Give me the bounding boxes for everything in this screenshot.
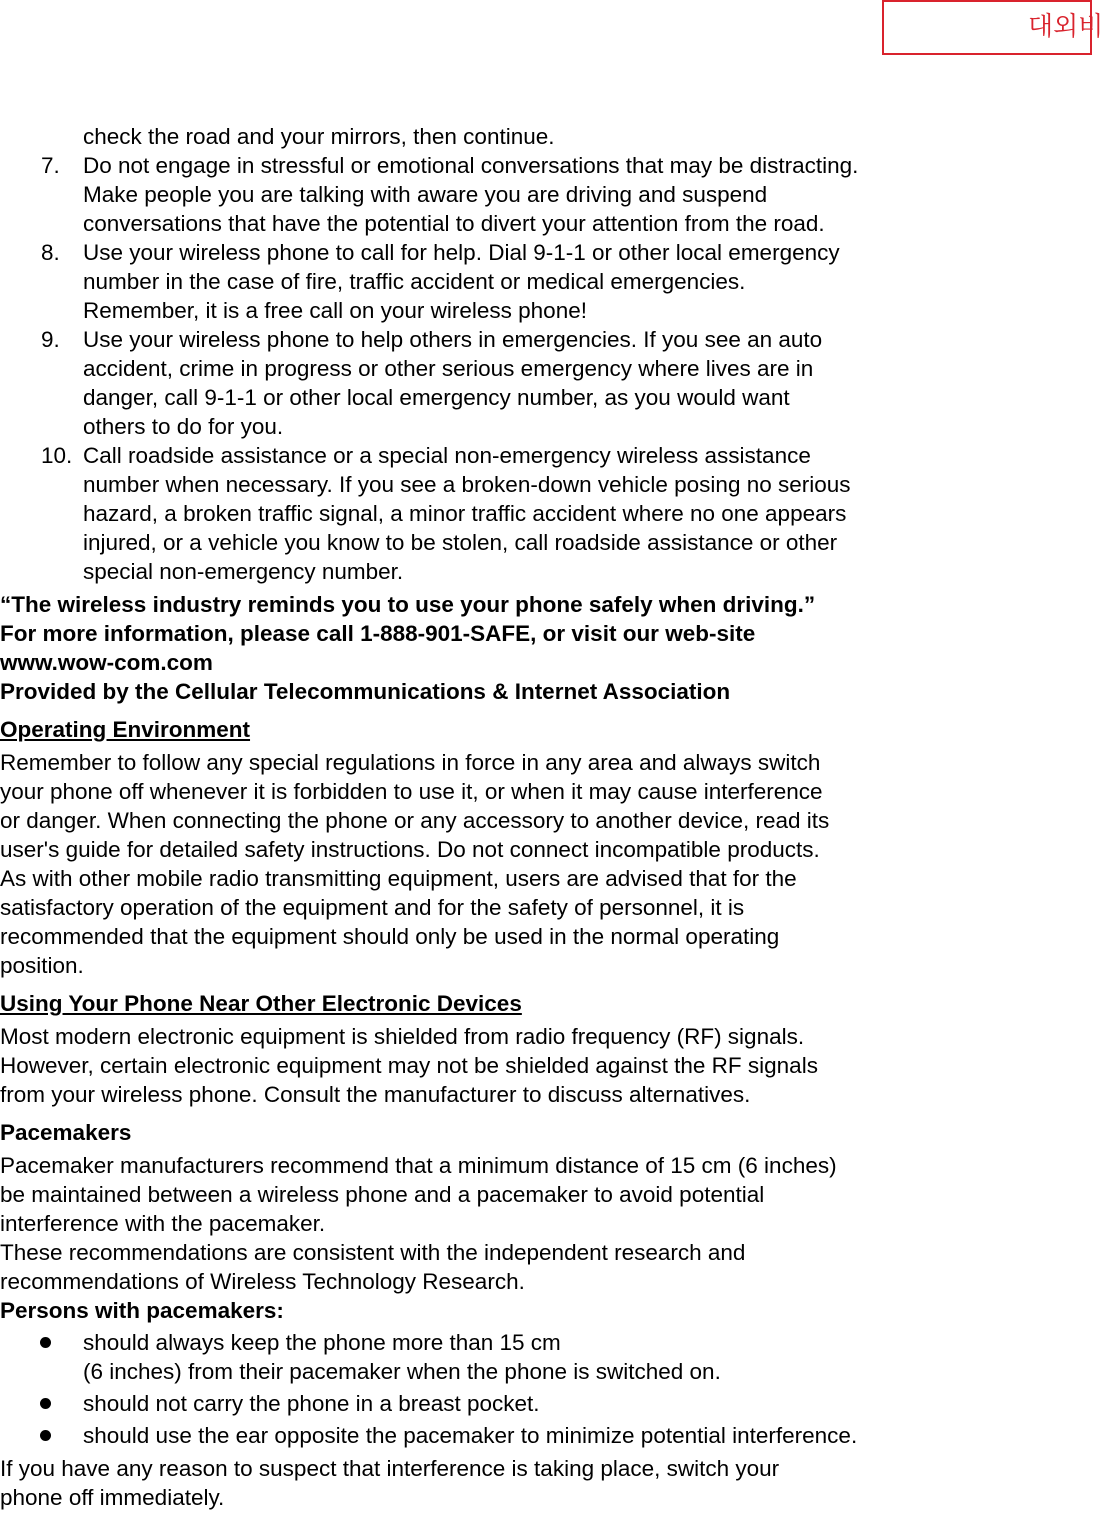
list-line: special non-emergency number. bbox=[83, 559, 404, 584]
list-line: injured, or a vehicle you know to be stolen, call roadside assistance or other bbox=[83, 530, 838, 555]
pacemakers-paragraph-2 bbox=[0, 1238, 960, 1296]
list-line: Use your wireless phone to help others in emergencies. If you see an auto bbox=[83, 327, 823, 352]
list-line: hazard, a broken traffic signal, a minor traffic accident where no one appears bbox=[83, 501, 847, 526]
text-line: phone off immediately. bbox=[0, 1485, 225, 1510]
list-item-10 bbox=[0, 441, 960, 586]
text-line: position. bbox=[0, 953, 84, 978]
text-line: However, certain electronic equipment may not be shielded against the RF signals bbox=[0, 1053, 818, 1078]
website-line: www.wow-com.com bbox=[0, 650, 213, 675]
text-line: Most modern electronic equipment is shielded from radio frequency (RF) signals. bbox=[0, 1024, 805, 1049]
list-line: number in the case of fire, traffic accident or medical emergencies. bbox=[83, 269, 746, 294]
text-line: recommendations of Wireless Technology Research. bbox=[0, 1269, 525, 1294]
list-line: Call roadside assistance or a special non-emergency wireless assistance bbox=[83, 443, 811, 468]
confidential-stamp: 대외비 bbox=[882, 0, 1092, 55]
bullet-line: should not carry the phone in a breast pocket. bbox=[83, 1391, 540, 1416]
list-number: 9. bbox=[41, 327, 60, 352]
closing-paragraph bbox=[0, 1454, 960, 1512]
bullet-item bbox=[0, 1389, 960, 1418]
electronic-devices-heading: Using Your Phone Near Other Electronic Devices bbox=[0, 991, 522, 1016]
text-line: or danger. When connecting the phone or any accessory to another device, read its bbox=[0, 808, 830, 833]
more-info-line: For more information, please call 1-888-901-SAFE, or visit our web-site bbox=[0, 621, 756, 646]
text-line: interference with the pacemaker. bbox=[0, 1211, 326, 1236]
text-line: Pacemaker manufacturers recommend that a minimum distance of 15 cm (6 inches) bbox=[0, 1153, 837, 1178]
text-line: Remember to follow any special regulations in force in any area and always switch bbox=[0, 750, 821, 775]
operating-paragraph-1 bbox=[0, 748, 960, 864]
bullet-item bbox=[0, 1421, 960, 1450]
text-line: These recommendations are consistent with the independent research and bbox=[0, 1240, 746, 1265]
list-item-7 bbox=[0, 151, 960, 238]
text-line: As with other mobile radio transmitting equipment, users are advised that for the bbox=[0, 866, 797, 891]
list-item-8 bbox=[0, 238, 960, 325]
bullet-item bbox=[0, 1328, 960, 1386]
list-line: accident, crime in progress or other serious emergency where lives are in bbox=[83, 356, 814, 381]
text-line: be maintained between a wireless phone and a pacemaker to avoid potential bbox=[0, 1182, 765, 1207]
text-line: from your wireless phone. Consult the manufacturer to discuss alternatives. bbox=[0, 1082, 751, 1107]
operating-paragraph-2 bbox=[0, 864, 960, 980]
list-line: Do not engage in stressful or emotional conversations that may be distracting. bbox=[83, 153, 859, 178]
operating-environment-heading: Operating Environment bbox=[0, 717, 251, 742]
list-number: 8. bbox=[41, 240, 60, 265]
text-line: your phone off whenever it is forbidden to use it, or when it may cause interference bbox=[0, 779, 823, 804]
devices-paragraph bbox=[0, 1022, 960, 1109]
list-line: conversations that have the potential to divert your attention from the road. bbox=[83, 211, 825, 236]
text-line: user's guide for detailed safety instructions. Do not connect incompatible products. bbox=[0, 837, 820, 862]
list-line: Remember, it is a free call on your wireless phone! bbox=[83, 298, 587, 323]
industry-reminder: “The wireless industry reminds you to use your phone safely when driving.” bbox=[0, 592, 816, 617]
bullet-line: should use the ear opposite the pacemaker to minimize potential interference. bbox=[83, 1423, 858, 1448]
continued-text: check the road and your mirrors, then continue. bbox=[83, 124, 555, 149]
persons-with-pacemakers-heading: Persons with pacemakers: bbox=[0, 1298, 284, 1323]
list-line: danger, call 9-1-1 or other local emergency number, as you would want bbox=[83, 385, 790, 410]
text-line: If you have any reason to suspect that interference is taking place, switch your bbox=[0, 1456, 780, 1481]
text-line: recommended that the equipment should only be used in the normal operating bbox=[0, 924, 780, 949]
provided-by-line: Provided by the Cellular Telecommunications & Internet Association bbox=[0, 679, 731, 704]
bullet-dot-icon bbox=[40, 1398, 51, 1409]
bullet-line: (6 inches) from their pacemaker when the phone is switched on. bbox=[83, 1359, 721, 1384]
pacemakers-heading: Pacemakers bbox=[0, 1120, 132, 1145]
text-line: satisfactory operation of the equipment and for the safety of personnel, it is bbox=[0, 895, 745, 920]
pacemakers-paragraph-1 bbox=[0, 1151, 960, 1238]
bullet-dot-icon bbox=[40, 1337, 51, 1348]
list-number: 10. bbox=[41, 443, 73, 468]
list-line: others to do for you. bbox=[83, 414, 284, 439]
bullet-dot-icon bbox=[40, 1430, 51, 1441]
document-page bbox=[0, 122, 960, 1512]
list-item-9 bbox=[0, 325, 960, 441]
list-number: 7. bbox=[41, 153, 60, 178]
list-line: Use your wireless phone to call for help. Dial 9-1-1 or other local emergency bbox=[83, 240, 840, 265]
bullet-line: should always keep the phone more than 15 cm bbox=[83, 1330, 561, 1355]
list-line: Make people you are talking with aware you are driving and suspend bbox=[83, 182, 768, 207]
list-line: number when necessary. If you see a broken-down vehicle posing no serious bbox=[83, 472, 851, 497]
